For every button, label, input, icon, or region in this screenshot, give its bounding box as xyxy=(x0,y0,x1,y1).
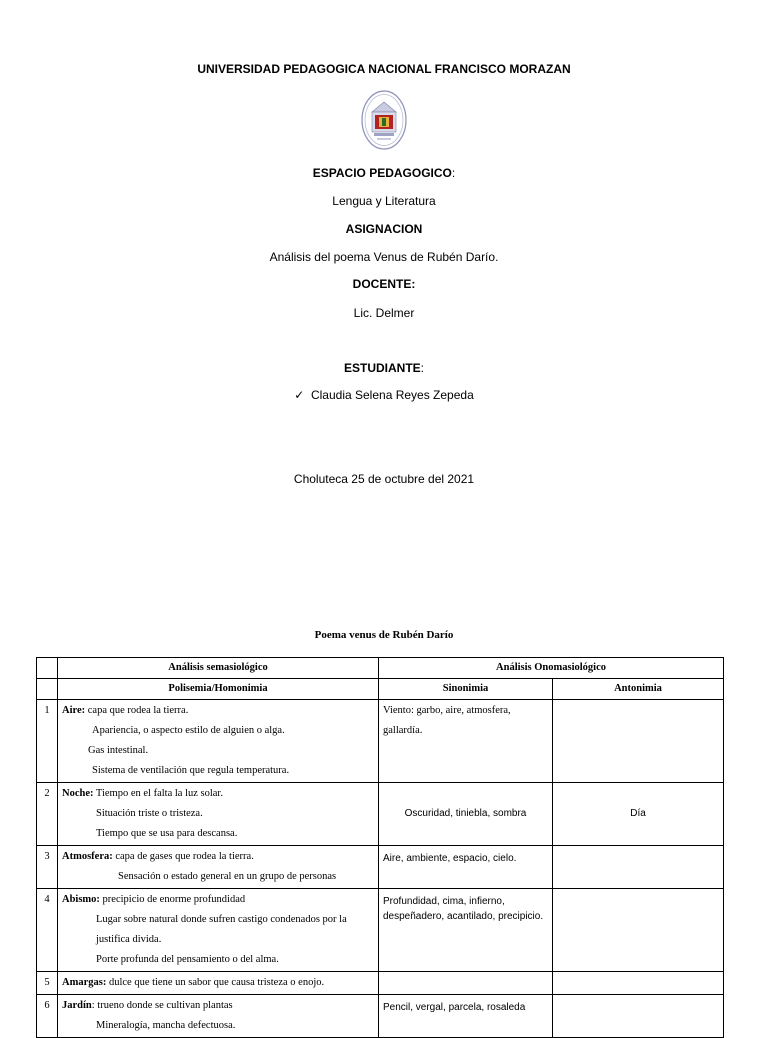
row-term: Abismo: xyxy=(62,894,100,905)
asignacion-value: Análisis del poema Venus de Rubén Darío. xyxy=(269,250,499,264)
row-sinonimia: Viento: garbo, aire, atmosfera, gallardía. xyxy=(379,700,553,783)
row-polisemia xyxy=(58,995,379,1038)
estudiante-line xyxy=(0,388,768,402)
row-number: 5 xyxy=(37,972,58,995)
row-number: 3 xyxy=(37,846,58,889)
table-row xyxy=(37,995,724,1038)
university-seal-icon xyxy=(361,90,407,150)
espacio-heading xyxy=(0,166,768,180)
row-definition: Tiempo en el falta la luz solar. xyxy=(93,788,223,799)
row-sinonimia xyxy=(379,972,553,995)
table-row xyxy=(37,889,724,972)
table-row xyxy=(37,783,724,846)
header-empty xyxy=(37,679,58,700)
row-term: Noche: xyxy=(62,788,94,799)
row-polisemia xyxy=(58,846,379,889)
estudiante-label: ESTUDIANTE xyxy=(343,361,421,375)
place-date: Choluteca 25 de octubre del 2021 xyxy=(293,472,475,486)
row-number: 1 xyxy=(37,700,58,783)
row-polisemia xyxy=(58,972,379,995)
row-antonimia: Día xyxy=(553,783,724,846)
row-extra-meaning: Gas intestinal. xyxy=(88,745,149,756)
row-antonimia xyxy=(553,972,724,995)
row-antonimia xyxy=(553,700,724,783)
header-polisemia: Polisemia/Homonimia xyxy=(58,679,379,700)
row-extra-meaning: Situación triste o tristeza. xyxy=(96,808,203,819)
header-semasiologico: Análisis semasiológico xyxy=(58,658,379,679)
row-sinonimia: Oscuridad, tiniebla, sombra xyxy=(379,783,553,846)
row-number: 4 xyxy=(37,889,58,972)
row-polisemia xyxy=(58,783,379,846)
row-sinonimia: Aire, ambiente, espacio, cielo. xyxy=(379,846,553,889)
row-extra-meaning: Lugar sobre natural donde sufren castigo condenados por la justifica divida. xyxy=(96,914,347,945)
espacio-value: Lengua y Literatura xyxy=(332,194,436,208)
header-antonimia: Antonimia xyxy=(553,679,724,700)
row-definition: : trueno donde se cultivan plantas xyxy=(91,1000,233,1011)
row-definition: precipicio de enorme profundidad xyxy=(99,894,246,905)
row-sinonimia: Pencil, vergal, parcela, rosaleda xyxy=(379,995,553,1038)
docente-label: DOCENTE: xyxy=(352,277,416,291)
table-row xyxy=(37,700,724,783)
row-term: Atmosfera: xyxy=(62,851,113,862)
row-extra-meaning: Tiempo que se usa para descansa. xyxy=(96,828,238,839)
row-number: 6 xyxy=(37,995,58,1038)
row-definition: capa de gases que rodea la tierra. xyxy=(112,851,254,862)
estudiante-colon: : xyxy=(420,361,424,375)
analysis-table xyxy=(36,657,724,1038)
table-header-row-1 xyxy=(37,658,724,679)
row-polisemia xyxy=(58,700,379,783)
table-row xyxy=(37,846,724,889)
check-icon: ✓ xyxy=(294,388,305,402)
row-extra-meaning: Sistema de ventilación que regula temperatura. xyxy=(92,765,290,776)
table-title: Poema venus de Rubén Darío xyxy=(314,629,454,641)
row-term: Amargas: xyxy=(62,977,107,988)
row-extra-meaning: Mineralogía, mancha defectuosa. xyxy=(96,1020,236,1031)
row-antonimia xyxy=(553,995,724,1038)
header-onomasiologico: Análisis Onomasiológico xyxy=(379,658,724,679)
estudiante-value: Claudia Selena Reyes Zepeda xyxy=(310,388,474,402)
row-term: Aire: xyxy=(62,705,86,716)
espacio-colon: : xyxy=(451,166,456,180)
espacio-label: ESPACIO PEDAGOGICO xyxy=(312,166,452,180)
docente-value: Lic. Delmer xyxy=(353,306,415,320)
row-sinonimia: Profundidad, cima, infierno, despeñadero, acantilado, precipicio. xyxy=(379,889,553,972)
header-sinonimia: Sinonimia xyxy=(379,679,553,700)
table-header-row-2 xyxy=(37,679,724,700)
row-extra-meaning: Apariencia, o aspecto estilo de alguien o alga. xyxy=(92,725,285,736)
row-polisemia xyxy=(58,889,379,972)
header-empty xyxy=(37,658,58,679)
row-extra-meaning: Sensación o estado general en un grupo de personas xyxy=(118,871,337,882)
row-number: 2 xyxy=(37,783,58,846)
row-term: Jardín xyxy=(62,1000,92,1011)
row-definition: capa que rodea la tierra. xyxy=(85,705,189,716)
row-extra-meaning: Porte profunda del pensamiento o del alma. xyxy=(96,954,279,965)
university-name: UNIVERSIDAD PEDAGOGICA NACIONAL FRANCISCO MORAZAN xyxy=(197,62,571,76)
row-antonimia xyxy=(553,889,724,972)
estudiante-heading xyxy=(0,361,768,375)
asignacion-label: ASIGNACION xyxy=(345,222,423,236)
row-definition: dulce que tiene un sabor que causa tristeza o enojo. xyxy=(106,977,325,988)
table-row xyxy=(37,972,724,995)
row-antonimia xyxy=(553,846,724,889)
